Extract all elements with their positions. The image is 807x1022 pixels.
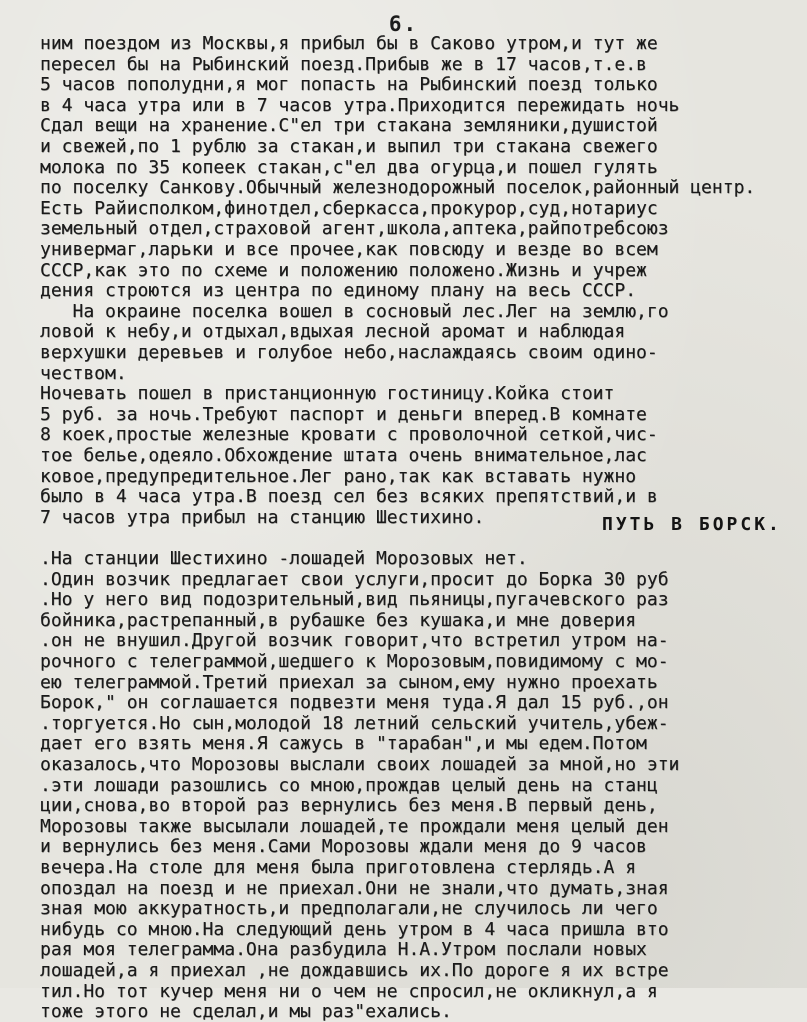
text-line: .Но у него вид подозрительный,вид пьяницы,пугачевского раз — [40, 589, 669, 611]
text-line: ловой к небу,и отдыхал,вдыхая лесной аромат и наблюдая — [40, 321, 626, 343]
text-line: тое белье,одеяло.Обхождение штата очень внимательное,лас — [40, 445, 647, 466]
text-line: 7 часов утра прибыл на станцию Шестихино. — [40, 506, 485, 528]
text-line: дает его взять меня.Я сажусь в "тарабан",и мы едем.Потом — [40, 733, 647, 755]
text-line: .он не внушил.Другой возчик говорит,что встретил утром на- — [40, 630, 669, 652]
text-line: Ночевать пошел в пристанционную гостиницу.Койка стоит — [40, 383, 615, 405]
text-line: На окраине поселка вошел в сосновый лес.Лег на землю,го — [40, 300, 669, 322]
text-line: рочного с телеграммой,шедшего к Морозовым,повидимому с мо- — [40, 651, 669, 672]
text-line: дения строются из центра по единому плану на весь СССР. — [40, 280, 637, 302]
text-line: СССР,как это по схеме и положению положено.Жизнь и учреж — [40, 259, 647, 281]
text-line: ции,снова,во второй раз вернулись без меня.В первый день, — [40, 795, 658, 817]
text-line: лошадей,а я приехал ,не дождавшись их.По дороге я их встре — [40, 960, 669, 981]
text-line: тил.Но тот кучер меня ни о чем не спросил,не окликнул,а я — [40, 980, 658, 1002]
text-line: Борок," он соглашается подвезти меня туда.Я дал 15 руб.,он — [40, 692, 669, 714]
text-line: Есть Райисполком,финотдел,сберкасса,прокурор,суд,нотариус — [40, 197, 658, 219]
text-line: оказалось,что Морозовы выслали своих лошадей за мной,но эти — [40, 754, 680, 775]
text-line: .Один возчик предлагает свои услуги,просит до Борка 30 руб — [40, 568, 669, 590]
text-line: земельный отдел,страховой агент,школа,аптека,райпотребсоюз — [40, 218, 669, 240]
text-line: универмаг,ларьки и все прочее,как повсюду и везде во всем — [40, 239, 658, 260]
text-line: опоздал на поезд и не приехал.Они не знали,что думать,зная — [40, 877, 669, 899]
text-line: нибудь со мною.На следующий день утром в 4 часа пришла вто — [40, 918, 669, 940]
text-line: зная мою аккуратность,и предполагали,не случилось ли чего — [40, 898, 658, 920]
page-number: 6. — [388, 12, 419, 36]
text-line: и свежей,по 1 рублю за стакан,и выпил три стакана свежего — [40, 136, 658, 157]
text-line: по поселку Санкову.Обычный железнодорожный поселок,районный центр. — [40, 177, 756, 199]
text-line: 8 коек,простые железные кровати с проволочной сеткой,чис- — [40, 424, 658, 446]
text-line: и вернулись без меня.Сами Морозовы ждали меня до 9 часов — [40, 836, 647, 858]
text-line: 5 часов пополудни,я мог попасть на Рыбинский поезд только — [40, 74, 658, 96]
section-heading: ПУТЬ В БОРСК. — [602, 514, 782, 535]
text-line: ним поездом из Москвы,я прибыл бы в Саково утром,и тут же — [40, 33, 658, 54]
text-line: было в 4 часа утра.В поезд сел без всяких препятствий,и в — [40, 486, 658, 508]
text-line: Морозовы также высылали лошадей,те прождали меня целый ден — [40, 815, 669, 837]
text-line: верхушки деревьев и голубое небо,наслаждаясь своим одино- — [40, 342, 658, 363]
text-line: пересел бы на Рыбинский поезд.Прибыв же в 17 часов,т.е.в — [40, 53, 647, 75]
text-line: в 4 часа утра или в 7 часов утра.Приходится пережидать ночь — [40, 94, 680, 116]
text-line: чеством. — [40, 362, 127, 384]
text-line: ею телеграммой.Третий приехал за сыном,ему нужно проехать — [40, 671, 658, 693]
text-line: молока по 35 копеек стакан,с"ел два огурца,и пошел гулять — [40, 156, 658, 178]
text-line: .эти лошади разошлись со мною,прождав целый день на станц — [40, 774, 658, 796]
text-line: рая моя телеграмма.Она разбудила Н.А.Утром послали новых — [40, 939, 647, 961]
text-line: тоже этого не сделал,и мы раз"ехались. — [40, 1001, 452, 1022]
text-line: бойника,растрепанный,в рубашке без кушака,и мне доверия — [40, 609, 637, 631]
text-line: ковое,предупредительное.Лег рано,так как вставать нужно — [40, 465, 637, 487]
text-line: .торгуется.Но сын,молодой 18 летний сельский учитель,убеж- — [40, 712, 669, 734]
text-line: .На станции Шестихино -лошадей Морозовых нет. — [40, 548, 528, 569]
text-line: вечера.На столе для меня была приготовлена стерлядь.А я — [40, 857, 637, 878]
text-line: Сдал вещи на хранение.С"ел три стакана земляники,душистой — [40, 115, 658, 137]
text-line: 5 руб. за ночь.Требуют паспорт и деньги вперед.В комнате — [40, 403, 647, 425]
